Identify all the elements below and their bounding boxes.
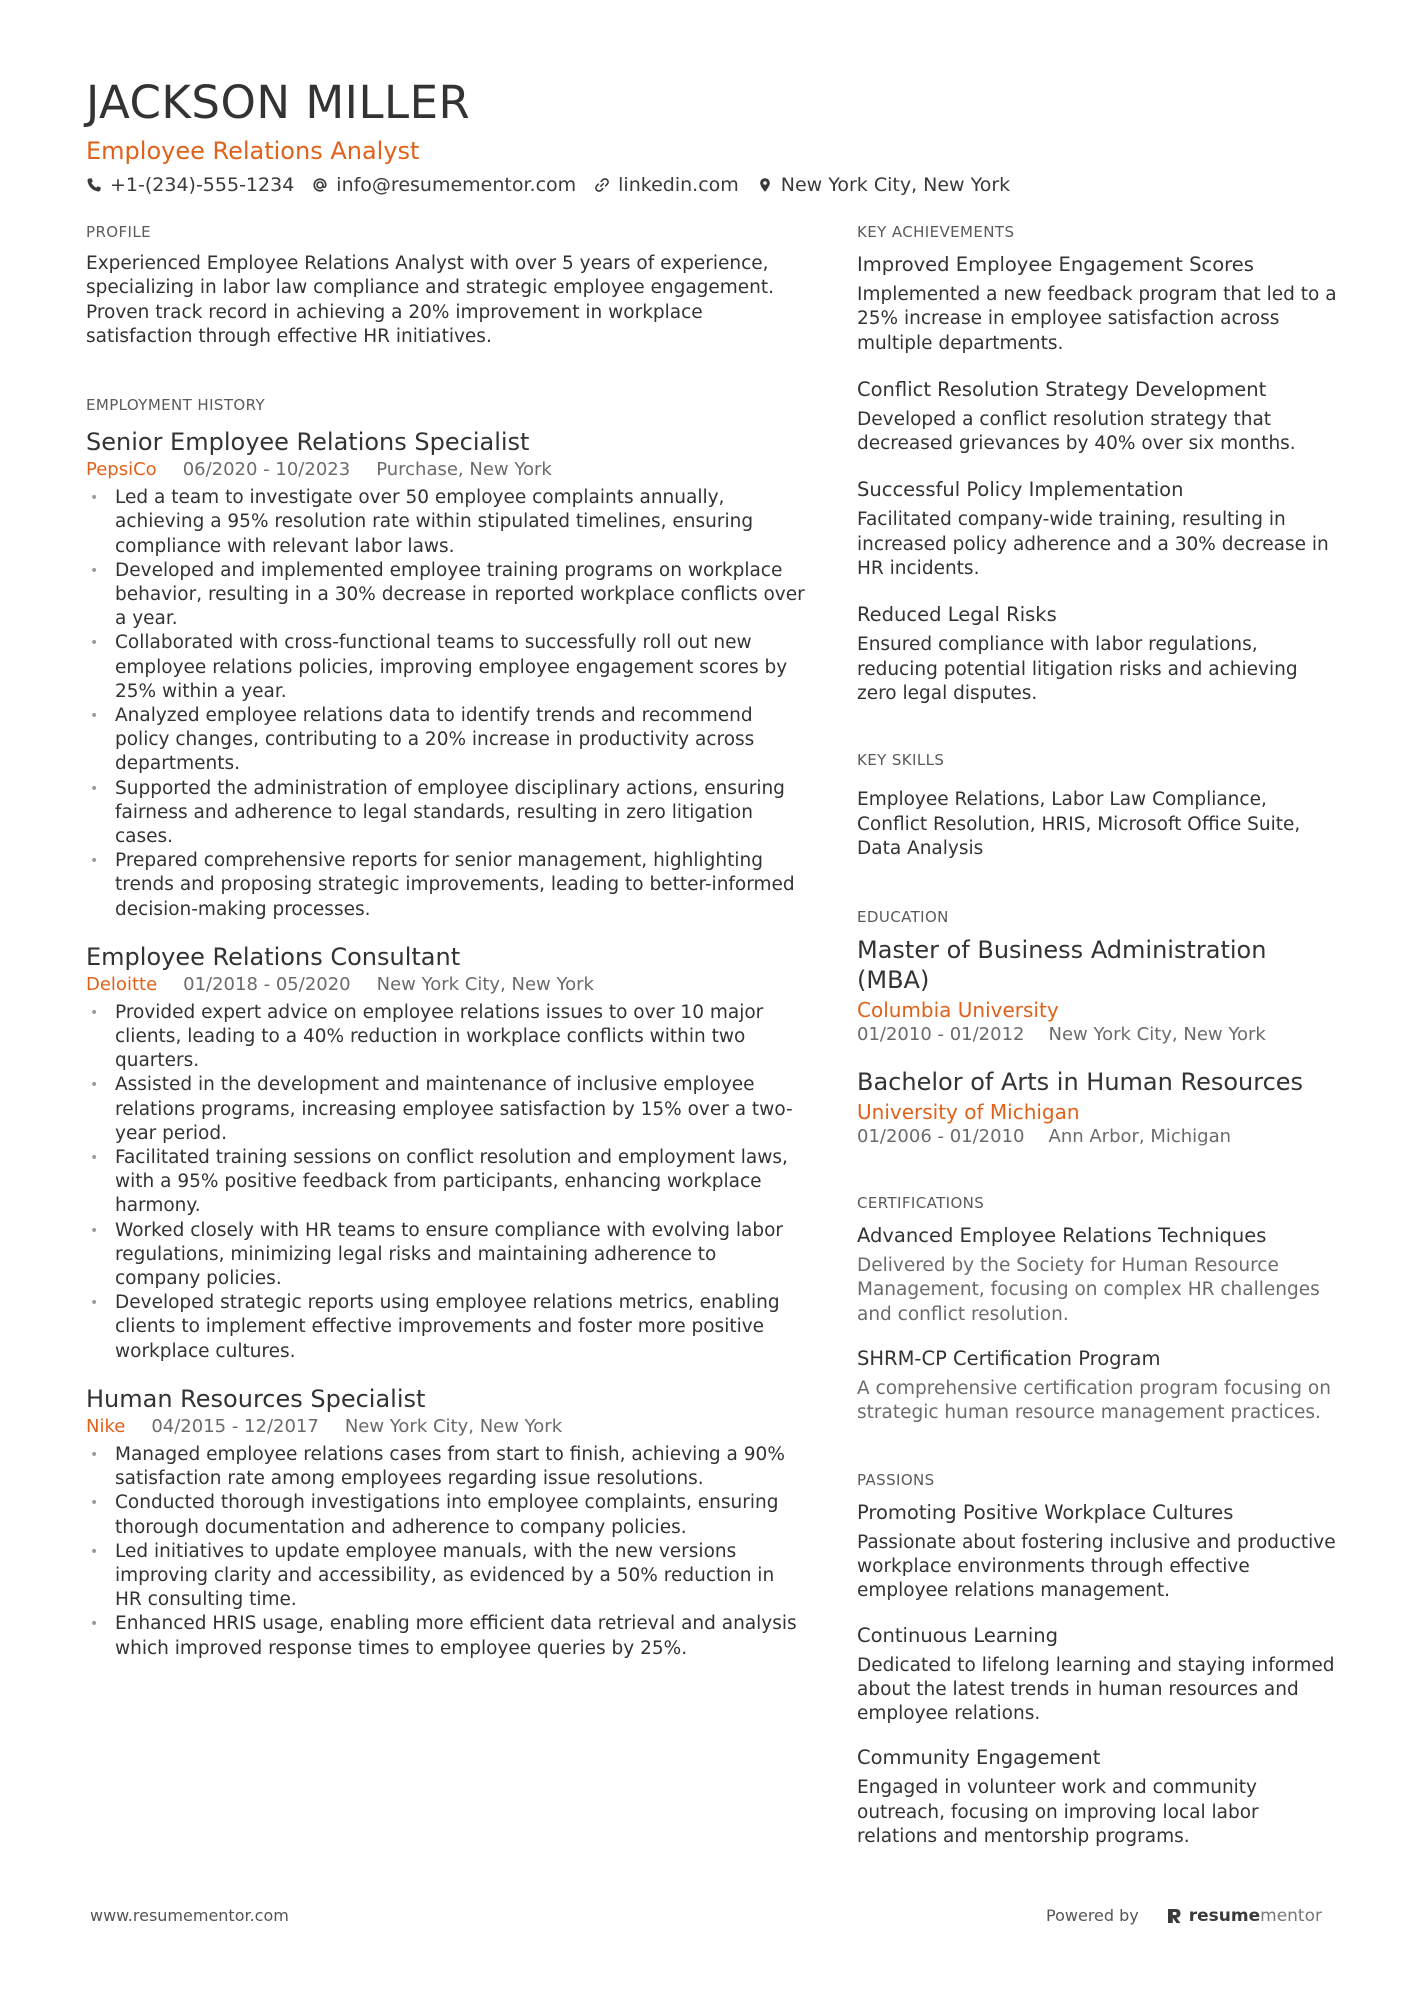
job-bullets bbox=[86, 1001, 806, 1364]
email-text[interactable]: info@resumementor.com bbox=[336, 174, 577, 196]
candidate-name: JACKSON MILLER bbox=[86, 76, 471, 129]
achievement-item bbox=[857, 377, 1337, 457]
candidate-title: Employee Relations Analyst bbox=[86, 137, 420, 165]
location-text: New York City, New York bbox=[780, 174, 1011, 196]
education-item bbox=[857, 935, 1337, 1047]
certification-item bbox=[857, 1346, 1337, 1426]
phone-icon bbox=[86, 177, 102, 193]
job-entry bbox=[86, 942, 806, 1364]
passion-desc: Dedicated to lifelong learning and staying informed about the latest trends in human resources and employee relations. bbox=[857, 1654, 1335, 1725]
passion-title: Promoting Positive Workplace Cultures bbox=[857, 1500, 1234, 1524]
passion-item bbox=[857, 1500, 1337, 1604]
job-bullet: • Assisted in the development and maintenance of inclusive employee relations programs, increasing employee satisfaction by 15% over a two-year period. bbox=[86, 1073, 806, 1146]
achievement-title: Successful Policy Implementation bbox=[857, 478, 1184, 502]
achievement-title: Conflict Resolution Strategy Development bbox=[857, 377, 1267, 401]
job-bullet: • Provided expert advice on employee relations issues to over 10 major clients, leading to a 40% reduction in workplace conflicts within two quarters. bbox=[86, 1001, 806, 1074]
job-bullet: • Developed and implemented employee training programs on workplace behavior, resulting in a 30% decrease in reported workplace conflicts over a year. bbox=[86, 559, 806, 632]
powered-by-text: Powered by bbox=[1046, 1906, 1139, 1925]
job-title: Employee Relations Consultant bbox=[86, 942, 461, 971]
passion-item bbox=[857, 1623, 1337, 1727]
education-school: University of Michigan bbox=[857, 1100, 1080, 1125]
education-degree: Bachelor of Arts in Human Resources bbox=[857, 1068, 1304, 1097]
skills-section bbox=[857, 750, 1337, 861]
achievement-desc: Ensured compliance with labor regulations, reducing potential litigation risks and achieving zero legal disputes. bbox=[857, 634, 1298, 704]
achievements-heading: KEY ACHIEVEMENTS bbox=[857, 223, 1015, 241]
job-dates: 01/2018 - 05/2020 bbox=[183, 973, 351, 995]
passions-section bbox=[857, 1470, 1337, 1850]
passion-title: Continuous Learning bbox=[857, 1623, 1058, 1647]
certifications-section bbox=[857, 1193, 1337, 1425]
phone-text: +1-(234)-555-1234 bbox=[110, 174, 295, 196]
email-icon bbox=[312, 177, 328, 193]
job-bullet: • Facilitated training sessions on conflict resolution and employment laws, with a 95% positive feedback from participants, enhancing workplace harmony. bbox=[86, 1146, 806, 1219]
contact-email[interactable] bbox=[312, 172, 576, 198]
job-bullet: • Managed employee relations cases from start to finish, achieving a 90% satisfaction rate among employees regarding issue resolutions. bbox=[86, 1443, 806, 1491]
achievement-desc: Implemented a new feedback program that led to a 25% increase in employee satisfaction across multiple departments. bbox=[857, 284, 1337, 354]
job-bullet: • Conducted thorough investigations into employee complaints, ensuring thorough documentation and adherence to company policies. bbox=[86, 1491, 806, 1539]
job-dates: 04/2015 - 12/2017 bbox=[151, 1415, 319, 1437]
job-location: Purchase, New York bbox=[376, 459, 552, 481]
contact-linkedin[interactable] bbox=[594, 172, 739, 198]
achievement-item bbox=[857, 602, 1337, 706]
passion-item bbox=[857, 1745, 1337, 1849]
job-bullet: • Led a team to investigate over 50 employee complaints annually, achieving a 95% resolution rate within stipulated timelines, ensuring compliance with relevant labor laws. bbox=[86, 486, 806, 559]
education-item bbox=[857, 1067, 1337, 1149]
job-bullet: • Supported the administration of employee disciplinary actions, ensuring fairness and adherence to legal standards, resulting in zero litigation cases. bbox=[86, 777, 806, 850]
job-entry bbox=[86, 427, 806, 922]
job-entry bbox=[86, 1384, 806, 1661]
linkedin-text[interactable]: linkedin.com bbox=[618, 174, 739, 196]
resumementor-logo-icon bbox=[1165, 1907, 1183, 1925]
certification-desc: A comprehensive certification program focusing on strategic human resource management practices. bbox=[857, 1378, 1331, 1424]
location-pin-icon bbox=[757, 177, 773, 193]
certification-item bbox=[857, 1223, 1337, 1327]
education-school: Columbia University bbox=[857, 998, 1059, 1023]
passions-heading: PASSIONS bbox=[857, 1470, 935, 1489]
job-bullet: • Collaborated with cross-functional teams to successfully roll out new employee relations policies, improving employee engagement scores by 25% within a year. bbox=[86, 631, 806, 704]
job-company: Nike bbox=[86, 1415, 126, 1437]
job-bullets bbox=[86, 486, 806, 922]
contact-location bbox=[757, 172, 1010, 198]
job-bullet: • Enhanced HRIS usage, enabling more efficient data retrieval and analysis which improved response times to employee queries by 25%. bbox=[86, 1612, 806, 1660]
education-meta bbox=[857, 1023, 1337, 1047]
job-meta bbox=[86, 458, 806, 482]
achievement-title: Improved Employee Engagement Scores bbox=[857, 253, 1254, 276]
education-section bbox=[857, 907, 1337, 1149]
profile-heading: PROFILE bbox=[86, 223, 151, 241]
employment-heading: EMPLOYMENT HISTORY bbox=[86, 396, 266, 415]
certifications-heading: CERTIFICATIONS bbox=[857, 1194, 985, 1213]
job-bullet: • Developed strategic reports using employee relations metrics, enabling clients to implement effective improvements and foster more positive workplace cultures. bbox=[86, 1291, 806, 1364]
brand-logo[interactable] bbox=[1165, 1905, 1322, 1927]
education-meta bbox=[857, 1125, 1337, 1149]
brand-name-light: mentor bbox=[1260, 1906, 1322, 1926]
employment-section bbox=[86, 395, 806, 1661]
profile-section bbox=[86, 222, 806, 349]
link-icon bbox=[594, 177, 610, 193]
contact-phone bbox=[86, 172, 294, 198]
job-title: Human Resources Specialist bbox=[86, 1384, 426, 1413]
job-company: PepsiCo bbox=[86, 459, 157, 481]
skills-text: Employee Relations, Labor Law Compliance, Conflict Resolution, HRIS, Microsoft Office Suite, Data Analysis bbox=[857, 789, 1301, 859]
resume-header bbox=[86, 78, 1336, 198]
job-bullet: • Analyzed employee relations data to identify trends and recommend policy changes, contributing to a 20% increase in productivity across departments. bbox=[86, 704, 806, 777]
job-location: New York City, New York bbox=[376, 973, 594, 995]
right-column bbox=[857, 222, 1337, 1849]
contact-row bbox=[86, 172, 1336, 198]
certification-desc: Delivered by the Society for Human Resource Management, focusing on complex HR challenges and conflict resolution. bbox=[857, 1255, 1320, 1325]
achievements-section bbox=[857, 222, 1337, 706]
skills-heading: KEY SKILLS bbox=[857, 751, 945, 770]
job-company: Deloitte bbox=[86, 973, 158, 995]
achievement-desc: Developed a conflict resolution strategy that decreased grievances by 40% over six months. bbox=[857, 408, 1296, 455]
footer-powered bbox=[1046, 1905, 1322, 1927]
job-location: New York City, New York bbox=[344, 1415, 563, 1437]
left-column bbox=[86, 222, 806, 1661]
education-dates: 01/2006 - 01/2010 bbox=[857, 1126, 1025, 1148]
achievement-item bbox=[857, 252, 1337, 356]
achievement-desc: Facilitated company-wide training, resulting in increased policy adherence and a 30% decrease in HR incidents. bbox=[857, 509, 1329, 580]
certification-title: SHRM-CP Certification Program bbox=[857, 1347, 1161, 1371]
education-heading: EDUCATION bbox=[857, 908, 949, 927]
achievement-item bbox=[857, 477, 1337, 581]
passion-title: Community Engagement bbox=[857, 1746, 1101, 1770]
achievement-title: Reduced Legal Risks bbox=[857, 603, 1057, 627]
job-bullets bbox=[86, 1443, 806, 1661]
profile-text: Experienced Employee Relations Analyst with over 5 years of experience, specializing in labor law compliance and strategic employee engagement. Proven track record in achieving a 20% improvement in workplace satisfaction through effective HR initiatives. bbox=[86, 253, 775, 347]
passion-desc: Engaged in volunteer work and community outreach, focusing on improving local labor relations and mentorship programs. bbox=[857, 1777, 1259, 1848]
certification-title: Advanced Employee Relations Techniques bbox=[857, 1224, 1267, 1248]
job-dates: 06/2020 - 10/2023 bbox=[182, 459, 351, 481]
footer-website[interactable]: www.resumementor.com bbox=[90, 1906, 289, 1925]
job-title: Senior Employee Relations Specialist bbox=[86, 428, 530, 457]
job-meta bbox=[86, 973, 806, 997]
job-meta bbox=[86, 1415, 806, 1439]
job-bullet: • Led initiatives to update employee manuals, with the new versions improving clarity and accessibility, as evidenced by a 50% reduction in HR consulting time. bbox=[86, 1540, 806, 1613]
education-dates: 01/2010 - 01/2012 bbox=[857, 1024, 1025, 1046]
page-footer bbox=[0, 1905, 1410, 1945]
education-degree: Master of Business Administration (MBA) bbox=[857, 936, 1267, 995]
passion-desc: Passionate about fostering inclusive and productive workplace environments through effective employee relations management. bbox=[857, 1531, 1336, 1602]
job-bullet: • Worked closely with HR teams to ensure compliance with evolving labor regulations, minimizing legal risks and maintaining adherence to company policies. bbox=[86, 1219, 806, 1292]
education-location: New York City, New York bbox=[1048, 1024, 1266, 1046]
education-location: Ann Arbor, Michigan bbox=[1048, 1126, 1232, 1148]
job-bullet: • Prepared comprehensive reports for senior management, highlighting trends and proposing strategic improvements, leading to better-informed decision-making processes. bbox=[86, 849, 806, 922]
brand-name-bold: resume bbox=[1188, 1906, 1261, 1926]
